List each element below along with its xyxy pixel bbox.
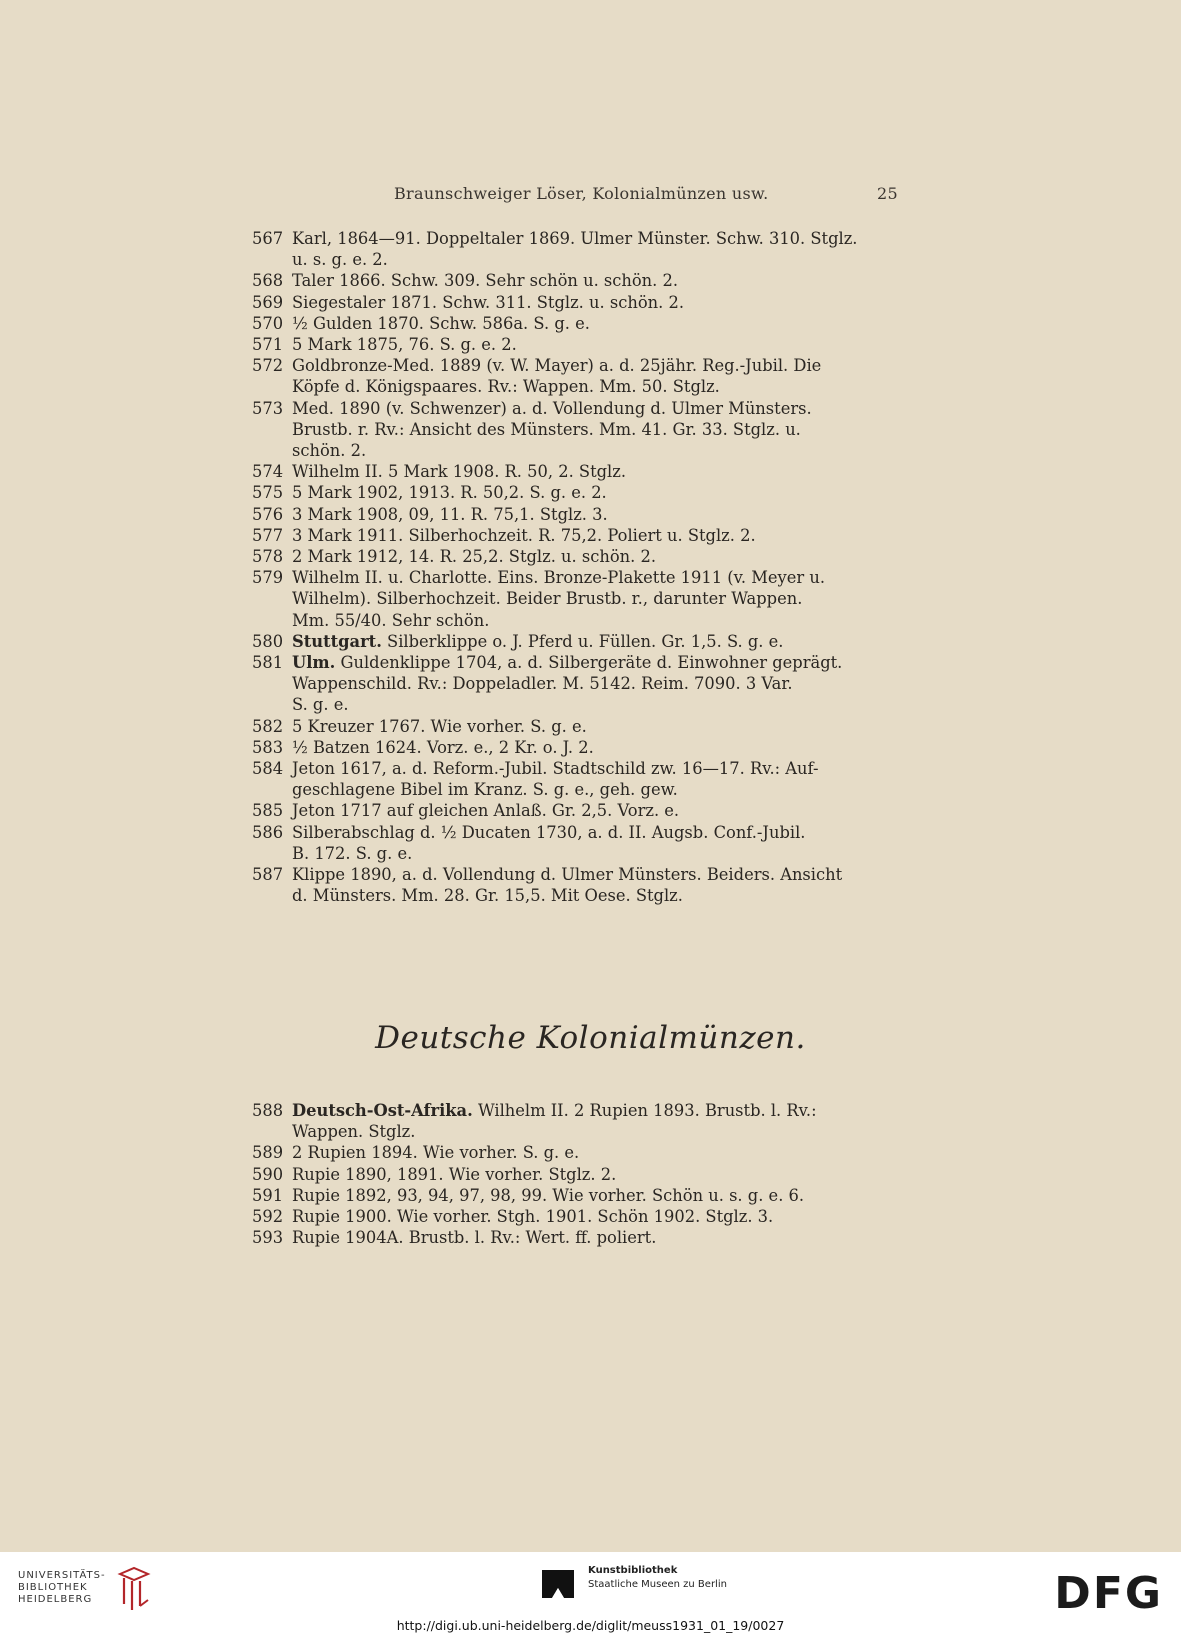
entry-number: 579 — [252, 568, 284, 588]
entry-text: B. 172. S. g. e. — [292, 843, 413, 863]
entry-text: Wappen. Stglz. — [292, 1122, 416, 1142]
kunstbibliothek-subtitle: Staatliche Museen zu Berlin — [588, 1579, 727, 1590]
entry-number: 583 — [252, 737, 284, 757]
entry-place: Deutsch-Ost-Afrika. — [292, 1101, 473, 1120]
catalog-entry — [252, 292, 900, 313]
entry-text: Rupie 1892, 93, 94, 97, 98, 99. Wie vorher. Schön u. s. g. e. 6. — [292, 1185, 805, 1205]
entry-line — [292, 567, 900, 588]
ub-heidelberg-mark-icon — [114, 1566, 154, 1612]
entry-line — [292, 440, 900, 461]
kunstbibliothek-name: Kunstbibliothek — [588, 1565, 678, 1576]
entry-number: 591 — [252, 1185, 284, 1205]
catalog-entry — [252, 737, 900, 758]
entry-text: Brustb. r. Rv.: Ansicht des Münsters. Mm. 41. Gr. 33. Stglz. u. — [292, 419, 801, 439]
catalog-entry — [252, 822, 900, 864]
entry-text: Wilhelm). Silberhochzeit. Beider Brustb. r., darunter Wappen. — [292, 589, 803, 609]
catalog-entry — [252, 482, 900, 503]
ub-line: HEIDELBERG — [18, 1594, 93, 1605]
entry-number: 581 — [252, 653, 284, 673]
entry-line — [292, 1185, 900, 1206]
ub-line: UNIVERSITÄTS- — [18, 1570, 106, 1581]
entry-line — [292, 355, 900, 376]
catalog-entry — [252, 800, 900, 821]
entry-text: Rupie 1890, 1891. Wie vorher. Stglz. 2. — [292, 1164, 617, 1184]
entry-text: 5 Mark 1875, 76. S. g. e. 2. — [292, 335, 517, 355]
entry-text: Klippe 1890, a. d. Vollendung d. Ulmer Münsters. Beiders. Ansicht — [292, 865, 843, 885]
entry-line — [292, 843, 900, 864]
entry-number: 570 — [252, 313, 284, 333]
entry-number: 576 — [252, 504, 284, 524]
kunstbibliothek-mark-icon — [540, 1568, 576, 1600]
entry-line — [292, 292, 900, 313]
entry-line — [292, 737, 900, 758]
entry-text: Taler 1866. Schw. 309. Sehr schön u. schön. 2. — [292, 271, 679, 291]
entry-number: 592 — [252, 1207, 284, 1227]
entry-line — [292, 419, 900, 440]
entry-text: Jeton 1617, a. d. Reform.-Jubil. Stadtschild zw. 16—17. Rv.: Auf- — [292, 759, 819, 779]
catalog-entry — [252, 355, 900, 397]
entry-number: 580 — [252, 631, 284, 651]
entry-text: Rupie 1900. Wie vorher. Stgh. 1901. Schön 1902. Stglz. 3. — [292, 1207, 774, 1227]
entry-number: 573 — [252, 398, 284, 418]
catalog-entry — [252, 716, 900, 737]
catalog-entries — [252, 228, 900, 907]
catalog-entry — [252, 334, 900, 355]
catalog-entry — [252, 398, 900, 462]
entry-text: Wilhelm II. 2 Rupien 1893. Brustb. l. Rv.: — [477, 1101, 817, 1120]
entry-text: 3 Mark 1911. Silberhochzeit. R. 75,2. Poliert u. Stglz. 2. — [292, 525, 756, 545]
entry-number: 568 — [252, 271, 284, 291]
catalog-entry — [252, 758, 900, 800]
entry-line — [292, 1100, 900, 1121]
entry-line — [292, 376, 900, 397]
entry-line — [292, 694, 900, 715]
entry-line — [292, 504, 900, 525]
entry-text: Goldbronze-Med. 1889 (v. W. Mayer) a. d. 25jähr. Reg.-Jubil. Die — [292, 356, 822, 376]
entry-line — [292, 249, 900, 270]
catalog-entry — [252, 270, 900, 291]
catalog-entry — [252, 461, 900, 482]
entry-number: 582 — [252, 716, 284, 736]
catalog-entry — [252, 228, 900, 270]
entry-text: 2 Mark 1912, 14. R. 25,2. Stglz. u. schön. 2. — [292, 547, 657, 567]
catalog-entry — [252, 313, 900, 334]
catalog-entry — [252, 1185, 900, 1206]
entry-number: 567 — [252, 229, 284, 248]
entry-number: 574 — [252, 462, 284, 482]
catalog-entry — [252, 525, 900, 546]
entry-number: 569 — [252, 292, 284, 312]
entry-number: 587 — [252, 865, 284, 885]
entry-text: Guldenklippe 1704, a. d. Silbergeräte d. Einwohner geprägt. — [340, 653, 843, 673]
entry-number: 593 — [252, 1228, 284, 1248]
entry-line — [292, 800, 900, 821]
catalog-entry — [252, 1100, 900, 1142]
entry-number: 577 — [252, 525, 284, 545]
entry-line — [292, 1121, 900, 1142]
catalog-entry — [252, 1164, 900, 1185]
entry-number: 588 — [252, 1101, 284, 1120]
footer-bar — [0, 1552, 1181, 1635]
entry-line — [292, 864, 900, 885]
catalog-entry — [252, 864, 900, 906]
entry-text: Silberklippe o. J. Pferd u. Füllen. Gr. 1,5. S. g. e. — [387, 631, 784, 651]
ub-line: BIBLIOTHEK — [18, 1582, 88, 1593]
entry-line — [292, 334, 900, 355]
entry-number: 571 — [252, 335, 284, 355]
entry-line — [292, 1164, 900, 1185]
entry-text: 3 Mark 1908, 09, 11. R. 75,1. Stglz. 3. — [292, 504, 608, 524]
permalink-url[interactable]: http://digi.ub.uni-heidelberg.de/diglit/meuss1931_01_19/0027 — [396, 1618, 785, 1633]
entry-line — [292, 610, 900, 631]
entry-line — [292, 758, 900, 779]
catalog-entry — [252, 504, 900, 525]
colonial-catalog-entries — [252, 1100, 900, 1248]
entry-line — [292, 652, 900, 673]
catalog-entry — [252, 567, 900, 631]
catalog-entry — [252, 546, 900, 567]
entry-line — [292, 270, 900, 291]
entry-number: 575 — [252, 483, 284, 503]
catalog-entry — [252, 652, 900, 716]
entry-line — [292, 588, 900, 609]
entry-line — [292, 779, 900, 800]
entry-number: 585 — [252, 801, 284, 821]
entry-line — [292, 822, 900, 843]
entry-text: d. Münsters. Mm. 28. Gr. 15,5. Mit Oese. Stglz. — [292, 886, 683, 906]
entry-line — [292, 313, 900, 334]
ub-heidelberg-text — [18, 1570, 113, 1606]
entry-text: Rupie 1904A. Brustb. l. Rv.: Wert. ff. poliert. — [292, 1228, 657, 1248]
entry-text: Mm. 55/40. Sehr schön. — [292, 610, 490, 630]
entry-line — [292, 1206, 900, 1227]
entry-text: Wilhelm II. u. Charlotte. Eins. Bronze-Plakette 1911 (v. Meyer u. — [292, 568, 826, 588]
entry-number: 578 — [252, 547, 284, 567]
entry-number: 590 — [252, 1164, 284, 1184]
catalog-entry — [252, 1227, 900, 1248]
dfg-logo[interactable]: DFG — [1054, 1568, 1163, 1619]
entry-text: Silberabschlag d. ½ Ducaten 1730, a. d. II. Augsb. Conf.-Jubil. — [292, 822, 806, 842]
entry-text: Jeton 1717 auf gleichen Anlaß. Gr. 2,5. Vorz. e. — [292, 801, 680, 821]
section-heading: Deutsche Kolonialmünzen. — [375, 1020, 806, 1056]
entry-line — [292, 716, 900, 737]
entry-text: 5 Mark 1902, 1913. R. 50,2. S. g. e. 2. — [292, 483, 607, 503]
entry-text: ½ Batzen 1624. Vorz. e., 2 Kr. o. J. 2. — [292, 737, 594, 757]
entry-number: 589 — [252, 1143, 284, 1163]
entry-line — [292, 1227, 900, 1248]
entry-place: Ulm. — [292, 653, 336, 673]
entry-text: schön. 2. — [292, 441, 367, 461]
entry-text: 2 Rupien 1894. Wie vorher. S. g. e. — [292, 1143, 580, 1163]
entry-line — [292, 228, 900, 249]
entry-line — [292, 885, 900, 906]
entry-line — [292, 398, 900, 419]
entry-number: 584 — [252, 759, 284, 779]
kunstbibliothek-text — [588, 1564, 788, 1592]
entry-text: Wilhelm II. 5 Mark 1908. R. 50, 2. Stglz. — [292, 462, 627, 482]
entry-number: 572 — [252, 356, 284, 376]
entry-line — [292, 673, 900, 694]
entry-number: 586 — [252, 822, 284, 842]
entry-text: Med. 1890 (v. Schwenzer) a. d. Vollendung d. Ulmer Münsters. — [292, 398, 812, 418]
entry-line — [292, 631, 900, 652]
entry-text: S. g. e. — [292, 695, 349, 715]
entry-place: Stuttgart. — [292, 631, 382, 651]
entry-line — [292, 546, 900, 567]
entry-text: geschlagene Bibel im Kranz. S. g. e., geh. gew. — [292, 780, 678, 800]
entry-text: Karl, 1864—91. Doppeltaler 1869. Ulmer Münster. Schw. 310. Stglz. — [292, 229, 858, 248]
entry-line — [292, 1142, 900, 1163]
page-number: 25 — [877, 184, 898, 203]
entry-text: Siegestaler 1871. Schw. 311. Stglz. u. schön. 2. — [292, 292, 685, 312]
entry-line — [292, 525, 900, 546]
entry-text: u. s. g. e. 2. — [292, 250, 388, 270]
entry-text: Wappenschild. Rv.: Doppeladler. M. 5142. Reim. 7090. 3 Var. — [292, 674, 793, 694]
catalog-entry — [252, 1206, 900, 1227]
entry-line — [292, 461, 900, 482]
entry-text: ½ Gulden 1870. Schw. 586a. S. g. e. — [292, 313, 590, 333]
catalog-entry — [252, 1142, 900, 1163]
catalog-entry — [252, 631, 900, 652]
entry-text: Köpfe d. Königspaares. Rv.: Wappen. Mm. 50. Stglz. — [292, 377, 720, 397]
entry-text: 5 Kreuzer 1767. Wie vorher. S. g. e. — [292, 716, 587, 736]
running-title: Braunschweiger Löser, Kolonialmünzen usw. — [394, 184, 769, 203]
entry-line — [292, 482, 900, 503]
